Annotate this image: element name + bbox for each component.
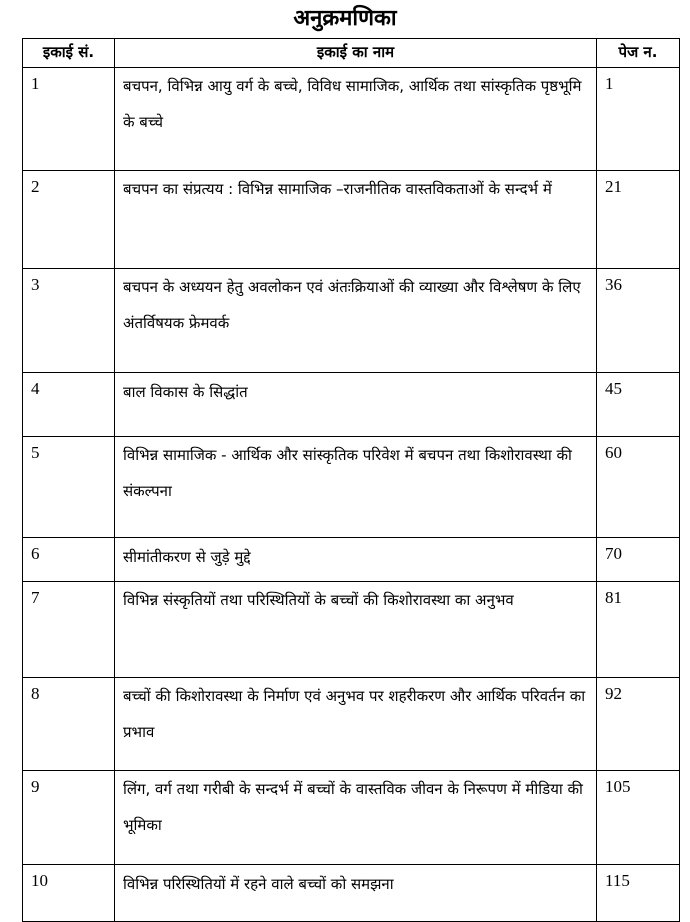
unit-number: 7 <box>23 582 115 678</box>
table-row <box>23 538 680 582</box>
unit-number: 10 <box>23 865 115 922</box>
unit-name: बचपन का संप्रत्यय : विभिन्न सामाजिक –राजनीतिक वास्तविकताओं के सन्दर्भ में <box>115 171 597 269</box>
unit-name: बचपन, विभिन्न आयु वर्ग के बच्चे, विविध सामाजिक, आर्थिक तथा सांस्कृतिक पृष्ठभूमि के बच्चे <box>115 68 597 171</box>
page-number: 115 <box>597 865 680 922</box>
unit-number: 8 <box>23 678 115 771</box>
page-number: 92 <box>597 678 680 771</box>
page-number: 60 <box>597 437 680 538</box>
page-number: 1 <box>597 68 680 171</box>
table-row <box>23 865 680 922</box>
unit-name: बच्चों की किशोरावस्था के निर्माण एवं अनुभव पर शहरीकरण और आर्थिक परिवर्तन का प्रभाव <box>115 678 597 771</box>
table-row <box>23 171 680 269</box>
page-number: 21 <box>597 171 680 269</box>
page-number: 45 <box>597 373 680 437</box>
table-row <box>23 269 680 373</box>
unit-name: विभिन्न सामाजिक - आर्थिक और सांस्कृतिक परिवेश में बचपन तथा किशोरावस्था की संकल्पना <box>115 437 597 538</box>
table-row <box>23 437 680 538</box>
table-row <box>23 373 680 437</box>
table-header-row <box>23 39 680 68</box>
unit-number: 1 <box>23 68 115 171</box>
header-page-number: पेज न. <box>597 39 680 68</box>
header-unit-name: इकाई का नाम <box>115 39 597 68</box>
page-number: 105 <box>597 771 680 865</box>
unit-number: 4 <box>23 373 115 437</box>
unit-name: विभिन्न परिस्थितियों में रहने वाले बच्चों को समझना <box>115 865 597 922</box>
page-number: 70 <box>597 538 680 582</box>
unit-number: 6 <box>23 538 115 582</box>
unit-number: 2 <box>23 171 115 269</box>
table-row <box>23 771 680 865</box>
header-unit-number: इकाई सं. <box>23 39 115 68</box>
page-number: 81 <box>597 582 680 678</box>
unit-number: 9 <box>23 771 115 865</box>
unit-name: सीमांतीकरण से जुड़े मुद्दे <box>115 538 597 582</box>
unit-name: विभिन्न संस्कृतियों तथा परिस्थितियों के बच्चों की किशोरावस्था का अनुभव <box>115 582 597 678</box>
unit-number: 5 <box>23 437 115 538</box>
table-row <box>23 582 680 678</box>
table-row <box>23 678 680 771</box>
unit-name: बाल विकास के सिद्धांत <box>115 373 597 437</box>
page-number: 36 <box>597 269 680 373</box>
contents-table <box>22 38 680 922</box>
unit-number: 3 <box>23 269 115 373</box>
unit-name: लिंग, वर्ग तथा गरीबी के सन्दर्भ में बच्चों के वास्तविक जीवन के निरूपण में मीडिया की भूमिका <box>115 771 597 865</box>
table-row <box>23 68 680 171</box>
unit-name: बचपन के अध्ययन हेतु अवलोकन एवं अंतःक्रियाओं की व्याख्या और विश्लेषण के लिए अंतर्विषयक फ्रेमवर्क <box>115 269 597 373</box>
page-title: अनुक्रमणिका <box>293 6 397 31</box>
